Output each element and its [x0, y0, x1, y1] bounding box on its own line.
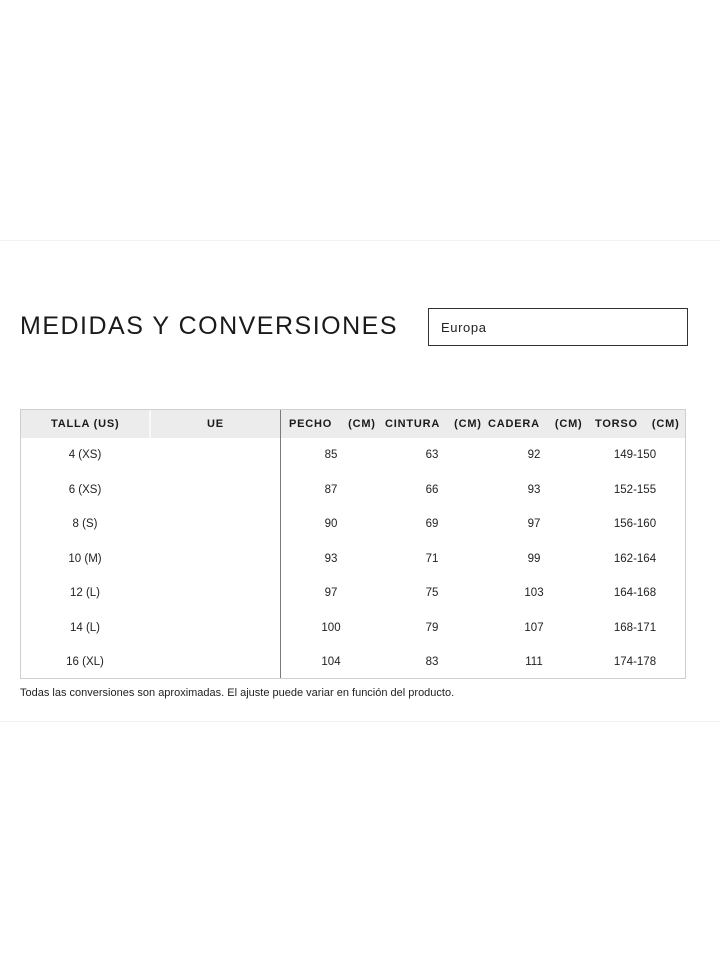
cell-pecho: 97 [324, 587, 338, 599]
table-row [21, 438, 685, 472]
header-torso [595, 410, 680, 438]
header-separator [149, 410, 151, 438]
header-torso-unit: (CM) [651, 418, 680, 430]
cell-torso: 164-168 [613, 587, 657, 599]
cell-talla: 12 (L) [69, 587, 101, 599]
table-row [21, 507, 685, 541]
header-talla: TALLA (US) [51, 418, 120, 430]
cell-talla: 8 (S) [72, 518, 98, 530]
cell-cintura: 83 [425, 656, 439, 668]
cell-cintura: 71 [425, 552, 439, 565]
size-table [20, 409, 686, 679]
header-torso-label: TORSO [595, 418, 638, 430]
header-cadera [488, 410, 583, 438]
cell-ue [149, 473, 279, 507]
cell-ue [149, 645, 279, 679]
cell-ue [149, 611, 279, 645]
cell-cadera: 99 [527, 552, 541, 565]
cell-torso: 174-178 [613, 656, 657, 668]
cell-pecho: 90 [324, 518, 338, 530]
table-header [21, 410, 685, 438]
header-pecho-label: PECHO [289, 418, 333, 430]
cell-pecho: 104 [321, 656, 341, 668]
header-cadera-label: CADERA [488, 418, 540, 430]
cell-cadera: 92 [527, 449, 541, 461]
cell-talla: 10 (M) [68, 552, 102, 565]
table-row [21, 542, 685, 576]
cell-talla: 4 (XS) [68, 449, 102, 461]
cell-torso: 168-171 [613, 621, 657, 634]
cell-ue [149, 542, 279, 576]
header-cadera-unit: (CM) [554, 418, 583, 430]
cell-cadera: 107 [524, 621, 544, 634]
cell-cadera: 111 [525, 656, 543, 668]
cell-pecho: 87 [324, 483, 338, 496]
table-row [21, 576, 685, 610]
header-cintura-unit: (CM) [454, 418, 482, 430]
page-title: MEDIDAS Y CONVERSIONES [20, 312, 398, 340]
header-cintura-label: CINTURA [385, 418, 441, 430]
cell-torso: 156-160 [613, 518, 657, 530]
table-row [21, 473, 685, 507]
cell-talla: 16 (XL) [66, 656, 104, 668]
cell-cadera: 97 [527, 518, 541, 530]
cell-torso: 152-155 [613, 483, 657, 496]
table-row [21, 645, 685, 679]
cell-torso: 149-150 [613, 449, 657, 461]
cell-talla: 6 (XS) [68, 483, 102, 496]
cell-pecho: 85 [324, 449, 338, 461]
footnote: Todas las conversiones son aproximadas. El ajuste puede variar en función del producto. [20, 687, 455, 699]
header-pecho-unit: (CM) [348, 418, 376, 430]
cell-cintura: 69 [425, 518, 439, 530]
cell-talla: 14 (L) [69, 621, 101, 634]
region-select[interactable] [428, 308, 688, 346]
cell-cadera: 93 [527, 483, 541, 496]
region-select-value: Europa [441, 320, 487, 335]
header-cintura [385, 410, 482, 438]
cell-pecho: 93 [324, 552, 338, 565]
cell-cintura: 63 [425, 449, 439, 461]
cell-cintura: 66 [425, 483, 439, 496]
cell-cintura: 79 [425, 621, 439, 634]
header-pecho [289, 410, 376, 438]
cell-ue [149, 507, 279, 541]
cell-ue [149, 576, 279, 610]
cell-torso: 162-164 [613, 552, 657, 565]
header-ue: UE [207, 418, 224, 430]
cell-pecho: 100 [321, 621, 341, 634]
cell-cadera: 103 [524, 587, 544, 599]
cell-cintura: 75 [425, 587, 439, 599]
table-row [21, 611, 685, 645]
cell-ue [149, 438, 279, 472]
